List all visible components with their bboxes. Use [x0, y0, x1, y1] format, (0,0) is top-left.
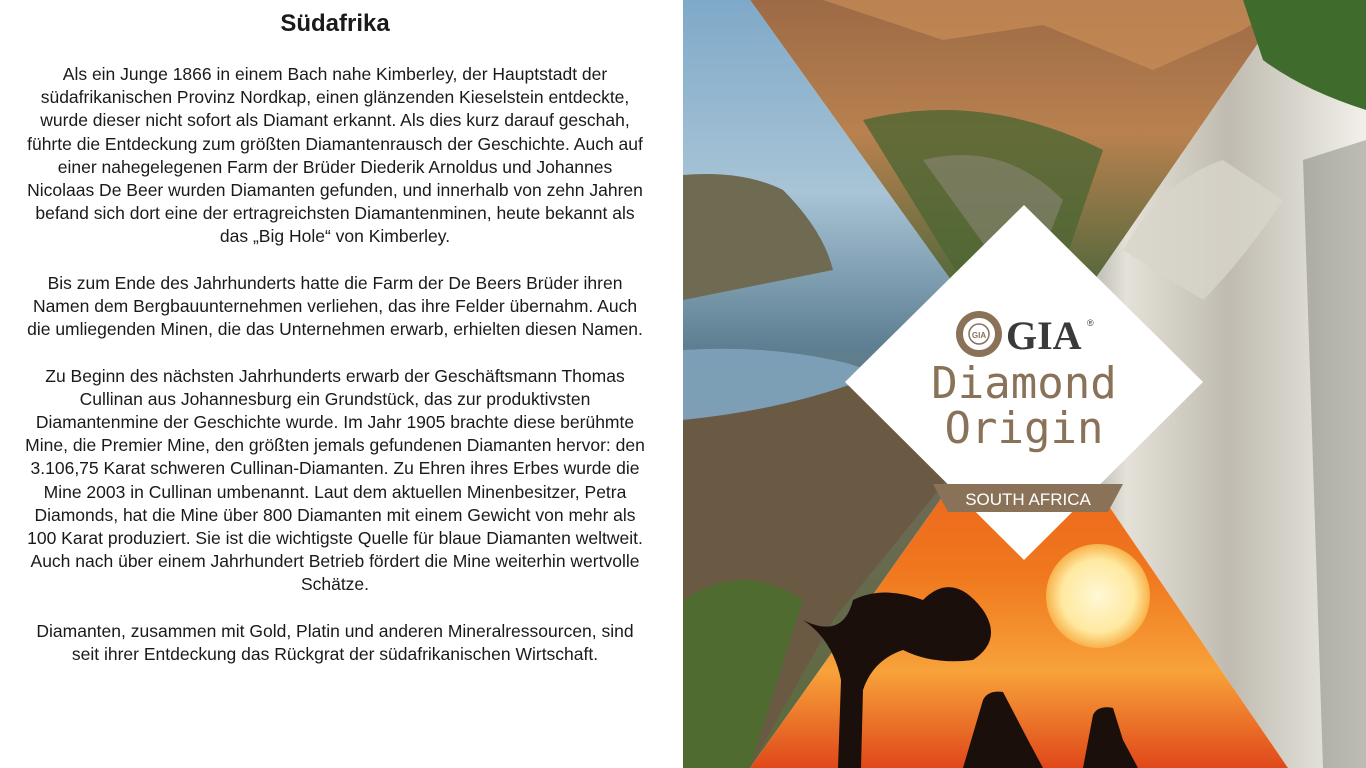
- paragraph-cullinan: Zu Beginn des nächsten Jahrhunderts erwarb der Geschäftsmann Thomas Cullinan aus Johannesburg ein Grundstück, das zur produktivsten Diamantenmine der Geschichte wurde. Im Jahr 1905 brachte diese berühmte Mine, die Premier Mine, den größten jemals gefundenen Diamanten hervor: den 3.106,75 Karat schweren Cullinan-Diamanten. Zu Ehren ihres Erbes wurde die Mine 2003 in Cullinan umbenannt. Laut dem aktuellen Minenbesitzer, Petra Diamonds, hat die Mine über 800 Diamanten mit einem Gewicht von mehr als 100 Karat produziert. Sie ist die wichtigste Quelle für blaue Diamanten weltweit. Auch nach über einem Jahrhundert Betrieb fördert die Mine weiterhin wertvolle Schätze.: [25, 365, 645, 595]
- ribbon-label: SOUTH AFRICA: [965, 490, 1091, 509]
- seal-label: GIA: [971, 331, 987, 340]
- registered-mark: ®: [1087, 318, 1094, 328]
- article: [0, 0, 670, 768]
- paragraph-de-beers: Bis zum Ende des Jahrhunderts hatte die Farm der De Beers Brüder ihren Namen dem Bergbauunternehmen verliehen, das ihre Felder übernahm. Auch die umliegenden Minen, die das Unternehmen erwarb, erhielten diesen Namen.: [27, 272, 643, 340]
- paragraph-kimberley: Als ein Junge 1866 in einem Bach nahe Kimberley, der Hauptstadt der südafrikanischen Provinz Nordkap, einen glänzenden Kieselstein entdeckte, wurde dieser nicht sofort als Diamant erkannt. Als dies kurz darauf geschah, führte die Entdeckung zum größten Diamantenrausch der Geschichte. Auch auf einer nahegelegenen Farm der Brüder Diederik Arnoldus und Johannes Nicolaas De Beer wurden Diamanten gefunden, und innerhalb von zehn Jahren befand sich dort eine der ertragreichsten Diamantenminen, heute bekannt als das „Big Hole“ von Kimberley.: [27, 64, 643, 247]
- sun: [1046, 544, 1150, 648]
- badge-line-origin: Origin: [944, 403, 1104, 454]
- article-body: [22, 63, 648, 689]
- brand-logo: GIA: [1006, 313, 1082, 358]
- paragraph-economy: Diamanten, zusammen mit Gold, Platin und anderen Mineralressourcen, sind seit ihrer Entdeckung das Rückgrat der südafrikanischen Wirtschaft.: [36, 620, 634, 665]
- badge-line-diamond: Diamond: [931, 358, 1117, 409]
- collage-image: [683, 0, 1366, 768]
- page-title: Südafrika: [280, 10, 390, 37]
- gia-seal-icon: [956, 311, 1002, 357]
